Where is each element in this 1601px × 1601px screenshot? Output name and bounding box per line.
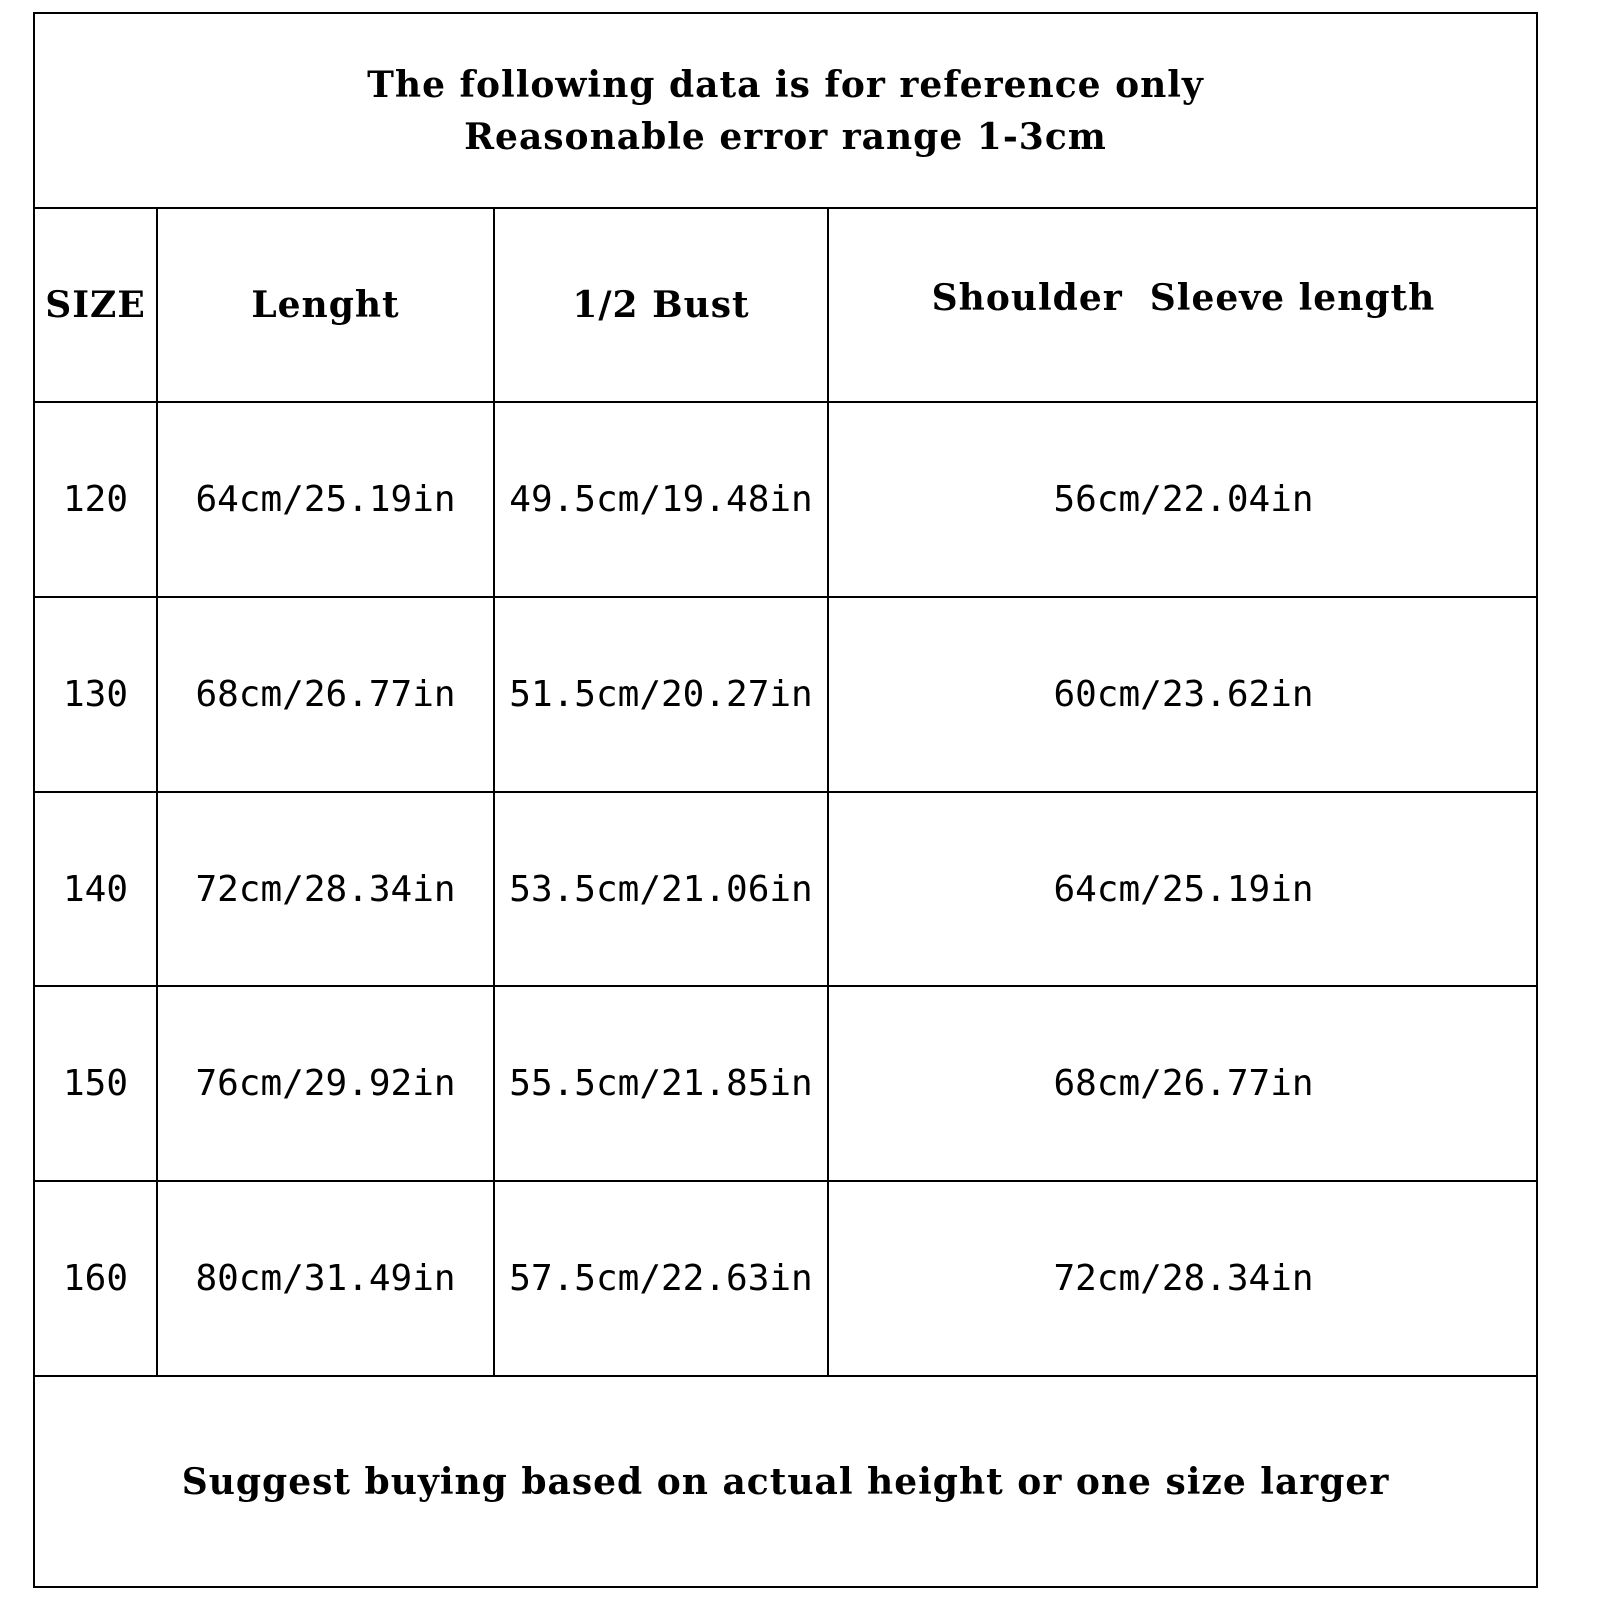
notice-row [35, 14, 1536, 209]
header-half-bust: 1/2 Bust [493, 209, 827, 401]
half-bust-cell: 53.5cm/21.06in [493, 793, 827, 985]
shoulder-sleeve-cell: 56cm/22.04in [827, 403, 1538, 596]
table-row [35, 1182, 1536, 1377]
length-cell: 76cm/29.92in [156, 987, 493, 1180]
footer-row [35, 1377, 1536, 1586]
table-row [35, 598, 1536, 793]
shoulder-sleeve-cell: 68cm/26.77in [827, 987, 1538, 1180]
size-cell: 130 [62, 674, 129, 715]
table-row [35, 793, 1536, 987]
length-cell: 80cm/31.49in [156, 1182, 493, 1375]
length-cell: 68cm/26.77in [156, 598, 493, 791]
size-cell: 140 [62, 868, 129, 910]
notice-text [367, 59, 1204, 163]
size-cell: 120 [62, 479, 129, 520]
notice-line-1: The following data is for reference only [367, 63, 1204, 106]
length-cell: 64cm/25.19in [156, 403, 493, 596]
length-cell: 72cm/28.34in [156, 793, 493, 985]
header-shoulder-sleeve: Shoulder Sleeve length [827, 209, 1538, 401]
header-length: Lenght [156, 209, 493, 401]
footer-suggestion: Suggest buying based on actual height or one size larger [181, 1460, 1390, 1503]
table-row [35, 403, 1536, 598]
size-chart-table [33, 12, 1538, 1588]
shoulder-sleeve-cell: 72cm/28.34in [827, 1182, 1538, 1375]
notice-cell [35, 14, 1536, 207]
shoulder-sleeve-cell: 60cm/23.62in [827, 598, 1538, 791]
size-cell: 150 [62, 1063, 129, 1104]
half-bust-cell: 57.5cm/22.63in [493, 1182, 827, 1375]
shoulder-sleeve-cell: 64cm/25.19in [827, 793, 1538, 985]
notice-line-2: Reasonable error range 1-3cm [464, 115, 1107, 158]
header-size: SIZE [45, 284, 146, 326]
header-row [35, 209, 1536, 403]
half-bust-cell: 51.5cm/20.27in [493, 598, 827, 791]
table-row [35, 987, 1536, 1182]
half-bust-cell: 55.5cm/21.85in [493, 987, 827, 1180]
half-bust-cell: 49.5cm/19.48in [493, 403, 827, 596]
size-cell: 160 [62, 1258, 129, 1299]
